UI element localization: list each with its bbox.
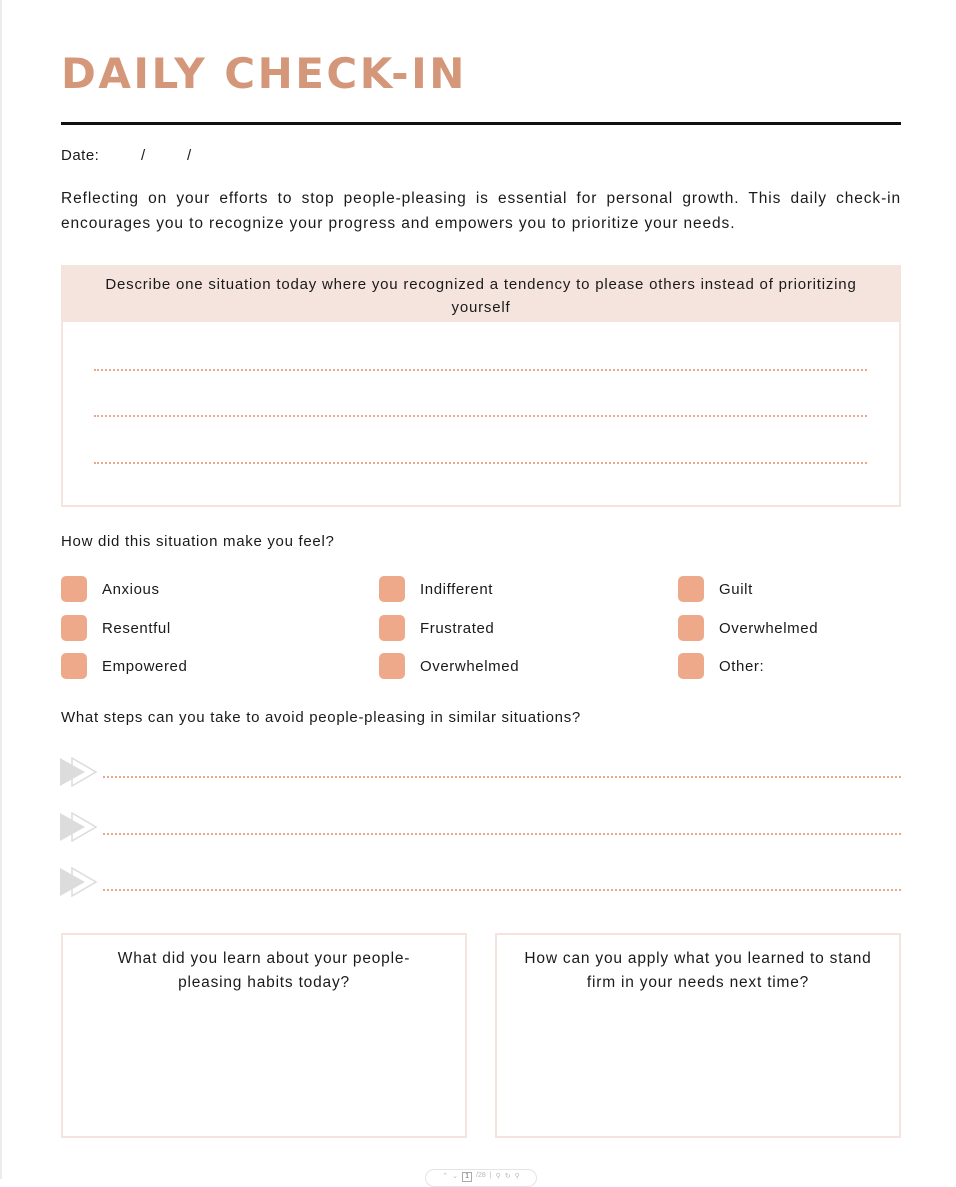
option-label: Resentful xyxy=(102,619,171,637)
step-answer-line[interactable] xyxy=(103,776,901,778)
feeling-option-other[interactable] xyxy=(678,653,764,679)
checkbox[interactable] xyxy=(678,653,704,679)
checkbox[interactable] xyxy=(61,576,87,602)
step-answer-line[interactable] xyxy=(103,889,901,891)
double-arrow-icon xyxy=(59,867,99,897)
situation-prompt: Describe one situation today where you recognized a tendency to please others instead of prioritizing yourself xyxy=(61,265,901,322)
option-label: Empowered xyxy=(102,657,188,675)
date-separator: / xyxy=(187,147,192,164)
page-viewer-toolbar xyxy=(425,1169,537,1187)
page-number-input[interactable]: 1 xyxy=(462,1172,472,1182)
page-total: /28 xyxy=(476,1172,486,1179)
apply-answer-box[interactable] xyxy=(495,933,901,1138)
zoom-out-icon[interactable]: ⚲ xyxy=(495,1173,501,1180)
feeling-option-anxious[interactable] xyxy=(61,576,160,602)
feelings-question: How did this situation make you feel? xyxy=(61,533,335,550)
option-label: Guilt xyxy=(719,580,753,598)
situation-answer-line[interactable] xyxy=(94,415,867,417)
feeling-option-guilt[interactable] xyxy=(678,576,753,602)
option-label: Overwhelmed xyxy=(719,619,819,637)
checkbox[interactable] xyxy=(61,653,87,679)
step-answer-line[interactable] xyxy=(103,833,901,835)
option-label: Other: xyxy=(719,657,765,675)
date-field[interactable] xyxy=(61,147,192,164)
learned-answer-box[interactable] xyxy=(61,933,467,1138)
page-title: DAILY CHECK-IN xyxy=(61,49,467,98)
date-label: Date: xyxy=(61,147,100,164)
checkbox[interactable] xyxy=(379,576,405,602)
intro-paragraph: Reflecting on your efforts to stop people-pleasing is essential for personal growth. This daily check-in encourages you to recognize your progress and empowers you to prioritize your needs. xyxy=(61,190,901,232)
double-arrow-icon xyxy=(59,757,99,787)
checkbox[interactable] xyxy=(678,615,704,641)
option-label: Indifferent xyxy=(420,580,494,598)
option-label: Overwhelmed xyxy=(420,657,520,675)
option-label: Frustrated xyxy=(420,619,495,637)
situation-answer-line[interactable] xyxy=(94,369,867,371)
feeling-option-frustrated[interactable] xyxy=(379,615,494,641)
chevron-down-icon[interactable]: ⌄ xyxy=(452,1173,459,1180)
date-separator: / xyxy=(141,147,146,164)
feeling-option-resentful[interactable] xyxy=(61,615,171,641)
feeling-option-overwhelmed[interactable] xyxy=(379,653,519,679)
learned-prompt: What did you learn about your people-pleasing habits today? xyxy=(117,950,411,991)
steps-question: What steps can you take to avoid people-pleasing in similar situations? xyxy=(61,709,581,726)
rotate-icon[interactable]: ↻ xyxy=(504,1173,511,1180)
chevron-up-icon[interactable]: ⌃ xyxy=(442,1173,449,1180)
title-divider xyxy=(61,122,901,125)
checkbox[interactable] xyxy=(379,615,405,641)
option-label: Anxious xyxy=(102,580,160,598)
toolbar-divider: | xyxy=(489,1172,492,1179)
feeling-option-empowered[interactable] xyxy=(61,653,187,679)
situation-answer-line[interactable] xyxy=(94,462,867,464)
double-arrow-icon xyxy=(59,812,99,842)
feeling-option-indifferent[interactable] xyxy=(379,576,493,602)
zoom-in-icon[interactable]: ⚲ xyxy=(514,1173,520,1180)
checkbox[interactable] xyxy=(61,615,87,641)
checkbox[interactable] xyxy=(678,576,704,602)
checkbox[interactable] xyxy=(379,653,405,679)
feeling-option-overwhelmed-2[interactable] xyxy=(678,615,818,641)
apply-prompt: How can you apply what you learned to stand firm in your needs next time? xyxy=(524,950,872,991)
